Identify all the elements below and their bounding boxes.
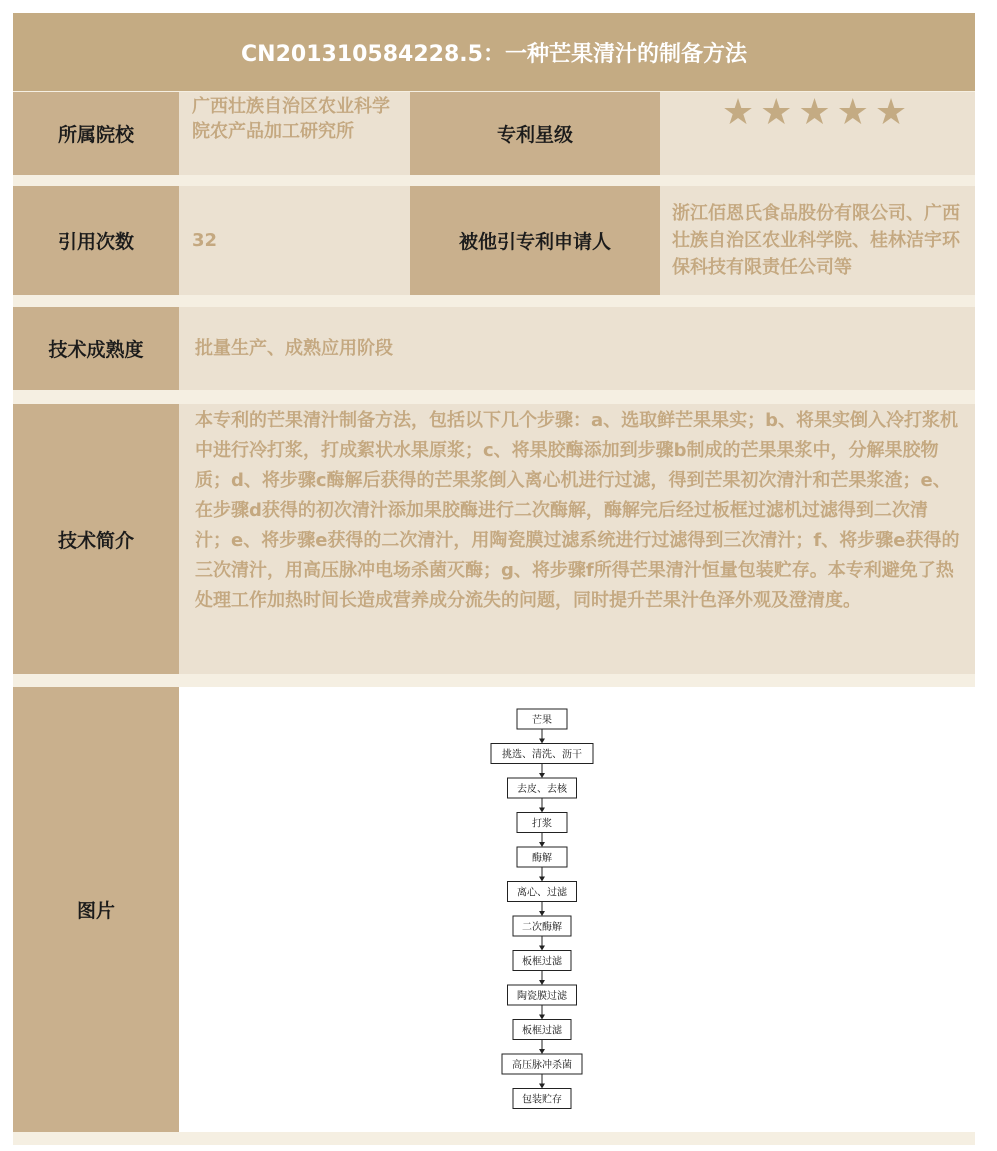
star-rating: ★★★★★ [660,92,975,175]
flow-arrow-head [539,842,545,847]
flow-step-label: 高压脉冲杀菌 [512,1060,572,1071]
flow-step-label: 板框过滤 [522,956,562,968]
flow-step-label: 酶解 [532,853,552,864]
flow-step-label: 陶瓷膜过滤 [517,991,567,1002]
row-summary [13,404,975,674]
flow-step-label: 打浆 [532,818,552,830]
row-image [13,687,975,1132]
school-value: 广西壮族自治区农业科学院农产品加工研究所 [179,92,410,175]
flow-arrow-head [539,1049,545,1054]
flow-arrow-head [539,808,545,813]
row-school [13,92,975,175]
flow-arrow-head [539,1015,545,1020]
flow-step-label: 二次酶解 [522,922,562,933]
flow-step-label: 包装贮存 [522,1094,562,1106]
flow-arrow-head [539,877,545,882]
applicant-label: 被他引专利申请人 [410,186,660,295]
patent-title: CN201310584228.5：一种芒果清汁的制备方法 [13,13,975,91]
flow-arrow-head [539,980,545,985]
applicant-value: 浙江佰恩氏食品股份有限公司、广西壮族自治区农业科学院、桂林洁宇环保科技有限责任公司等 [660,186,975,295]
flow-arrow-head [539,911,545,916]
flow-step-label: 芒果 [532,715,552,726]
flow-arrow-head [539,946,545,951]
row-citations [13,186,975,295]
flow-step-label: 板框过滤 [522,1025,562,1037]
flow-step-label: 挑选、清洗、沥干 [502,749,582,761]
process-flowchart [179,687,975,1132]
summary-label: 技术简介 [13,404,179,674]
flow-arrow-head [539,739,545,744]
row-maturity [13,307,975,390]
cite-value: 32 [179,186,410,295]
star-label: 专利星级 [410,92,660,175]
maturity-label: 技术成熟度 [13,307,179,390]
flow-arrow-head [539,773,545,778]
flow-arrow-head [539,1084,545,1089]
image-label: 图片 [13,687,179,1132]
flow-step-label: 离心、过滤 [517,887,567,899]
summary-value: 本专利的芒果清汁制备方法，包括以下几个步骤：a、选取鲜芒果果实；b、将果实倒入冷打浆机中进行冷打浆，打成絮状水果原浆；c、将果胶酶添加到步骤b制成的芒果果浆中，分解果胶物质；d、将步骤c酶解后获得的芒果浆倒入离心机进行过滤，得到芒果初次清汁和芒果浆渣；e、在步骤d获得的初次清汁添加果胶酶进行二次酶解，酶解完后经过板框过滤机过滤得到二次清汁；e、将步骤e获得的二次清汁，用陶瓷膜过滤系统进行过滤得到三次清汁；f、将步骤e获得的三次清汁，用高压脉冲电场杀菌灭酶；g、将步骤f所得芒果清汁恒量包装贮存。本专利避免了热处理工作加热时间长造成营养成分流失的问题，同时提升芒果汁色泽外观及澄清度。 [179,404,975,674]
flow-step-label: 去皮、去核 [517,784,567,795]
maturity-value: 批量生产、成熟应用阶段 [179,307,975,390]
cite-label: 引用次数 [13,186,179,295]
patent-card [13,13,975,1145]
school-label: 所属院校 [13,92,179,175]
flowchart-area [179,687,975,1132]
